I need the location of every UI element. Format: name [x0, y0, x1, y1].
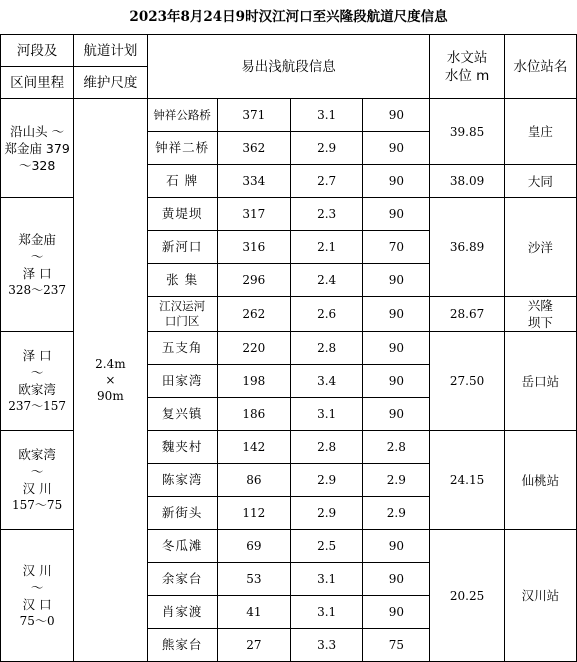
header-water-level-line2: 水位 m — [444, 67, 490, 84]
plan-scale-cell: 2.4m × 90m — [74, 99, 147, 662]
header-segment-line1: 河段及 — [1, 35, 74, 67]
water-station-name: 沙洋 — [504, 198, 576, 297]
channel-scale-table — [0, 34, 577, 662]
header-water-level — [430, 35, 504, 99]
segment-cell: 沿山头 ～ 郑金庙 379 ～328 — [1, 99, 74, 198]
shoal-depth: 3.4 — [290, 365, 362, 398]
header-plan-line1: 航道计划 — [74, 35, 147, 67]
shoal-mileage: 371 — [217, 99, 290, 132]
water-station-name: 仙桃站 — [504, 431, 576, 530]
shoal-station: 张 集 — [147, 264, 217, 297]
water-station-name: 兴隆 坝下 — [504, 297, 576, 332]
shoal-station: 田家湾 — [147, 365, 217, 398]
water-level-value: 27.50 — [430, 332, 504, 431]
shoal-station: 陈家湾 — [147, 464, 217, 497]
shoal-depth: 2.9 — [290, 132, 362, 165]
water-station-name: 岳口站 — [504, 332, 576, 431]
shoal-width: 90 — [363, 99, 430, 132]
shoal-width: 90 — [363, 563, 430, 596]
shoal-width: 2.8 — [363, 431, 430, 464]
header-plan-line2: 维护尺度 — [74, 67, 147, 99]
shoal-mileage: 186 — [217, 398, 290, 431]
shoal-station: 钟祥公路桥 — [147, 99, 217, 132]
header-row-1 — [1, 35, 577, 67]
shoal-station: 余家台 — [147, 563, 217, 596]
shoal-mileage: 53 — [217, 563, 290, 596]
header-water-level-line1: 水文站 — [446, 49, 488, 66]
segment-cell: 泽 口 ～ 欧家湾 237～157 — [1, 332, 74, 431]
water-level-value: 28.67 — [430, 297, 504, 332]
table-row — [1, 99, 577, 132]
shoal-mileage: 317 — [217, 198, 290, 231]
shoal-depth: 3.1 — [290, 99, 362, 132]
shoal-mileage: 362 — [217, 132, 290, 165]
shoal-width: 90 — [363, 297, 430, 332]
water-station-name: 大同 — [504, 165, 576, 198]
shoal-width: 2.9 — [363, 464, 430, 497]
shoal-station: 江汉运河口门区 — [147, 297, 217, 332]
water-level-value: 36.89 — [430, 198, 504, 297]
segment-cell: 欧家湾 ～ 汉 川 157～75 — [1, 431, 74, 530]
header-station-name: 水位站名 — [504, 35, 576, 99]
shoal-station: 魏夹村 — [147, 431, 217, 464]
shoal-width: 75 — [363, 629, 430, 662]
water-level-value: 24.15 — [430, 431, 504, 530]
shoal-mileage: 41 — [217, 596, 290, 629]
shoal-station: 新街头 — [147, 497, 217, 530]
shoal-width: 90 — [363, 530, 430, 563]
shoal-depth: 2.8 — [290, 332, 362, 365]
shoal-depth: 2.4 — [290, 264, 362, 297]
shoal-mileage: 316 — [217, 231, 290, 264]
shoal-width: 90 — [363, 365, 430, 398]
shoal-depth: 3.3 — [290, 629, 362, 662]
water-station-name: 汉川站 — [504, 530, 576, 662]
shoal-depth: 2.9 — [290, 497, 362, 530]
water-level-value: 20.25 — [430, 530, 504, 662]
water-level-value: 38.09 — [430, 165, 504, 198]
shoal-depth: 2.6 — [290, 297, 362, 332]
shoal-depth: 2.8 — [290, 431, 362, 464]
shoal-station: 肖家渡 — [147, 596, 217, 629]
shoal-mileage: 69 — [217, 530, 290, 563]
segment-cell: 汉 川 ～ 汉 口 75～0 — [1, 530, 74, 662]
shoal-width: 90 — [363, 132, 430, 165]
shoal-width: 90 — [363, 165, 430, 198]
shoal-depth: 3.1 — [290, 398, 362, 431]
shoal-width: 70 — [363, 231, 430, 264]
shoal-depth: 2.1 — [290, 231, 362, 264]
shoal-width: 90 — [363, 398, 430, 431]
shoal-mileage: 334 — [217, 165, 290, 198]
header-segment-line2: 区间里程 — [1, 67, 74, 99]
shoal-mileage: 86 — [217, 464, 290, 497]
water-station-name: 皇庄 — [504, 99, 576, 165]
shoal-station: 黄堤坝 — [147, 198, 217, 231]
shoal-depth: 3.1 — [290, 596, 362, 629]
shoal-station: 冬瓜滩 — [147, 530, 217, 563]
page-title: 2023年8月24日9时汉江河口至兴隆段航道尺度信息 — [129, 9, 448, 25]
shoal-mileage: 112 — [217, 497, 290, 530]
shoal-station: 复兴镇 — [147, 398, 217, 431]
shoal-station: 钟祥二桥 — [147, 132, 217, 165]
water-level-value: 39.85 — [430, 99, 504, 165]
segment-cell: 郑金庙 ～ 泽 口 328～237 — [1, 198, 74, 332]
shoal-station: 熊家台 — [147, 629, 217, 662]
header-shoal-info: 易出浅航段信息 — [147, 35, 430, 99]
shoal-station: 新河口 — [147, 231, 217, 264]
shoal-width: 90 — [363, 264, 430, 297]
shoal-width: 2.9 — [363, 497, 430, 530]
shoal-width: 90 — [363, 198, 430, 231]
shoal-depth: 2.5 — [290, 530, 362, 563]
shoal-mileage: 262 — [217, 297, 290, 332]
shoal-mileage: 142 — [217, 431, 290, 464]
shoal-station: 五支角 — [147, 332, 217, 365]
shoal-station: 石 牌 — [147, 165, 217, 198]
shoal-depth: 2.7 — [290, 165, 362, 198]
shoal-mileage: 27 — [217, 629, 290, 662]
shoal-width: 90 — [363, 332, 430, 365]
shoal-width: 90 — [363, 596, 430, 629]
shoal-depth: 2.9 — [290, 464, 362, 497]
shoal-mileage: 296 — [217, 264, 290, 297]
shoal-mileage: 220 — [217, 332, 290, 365]
shoal-depth: 3.1 — [290, 563, 362, 596]
shoal-depth: 2.3 — [290, 198, 362, 231]
shoal-mileage: 198 — [217, 365, 290, 398]
